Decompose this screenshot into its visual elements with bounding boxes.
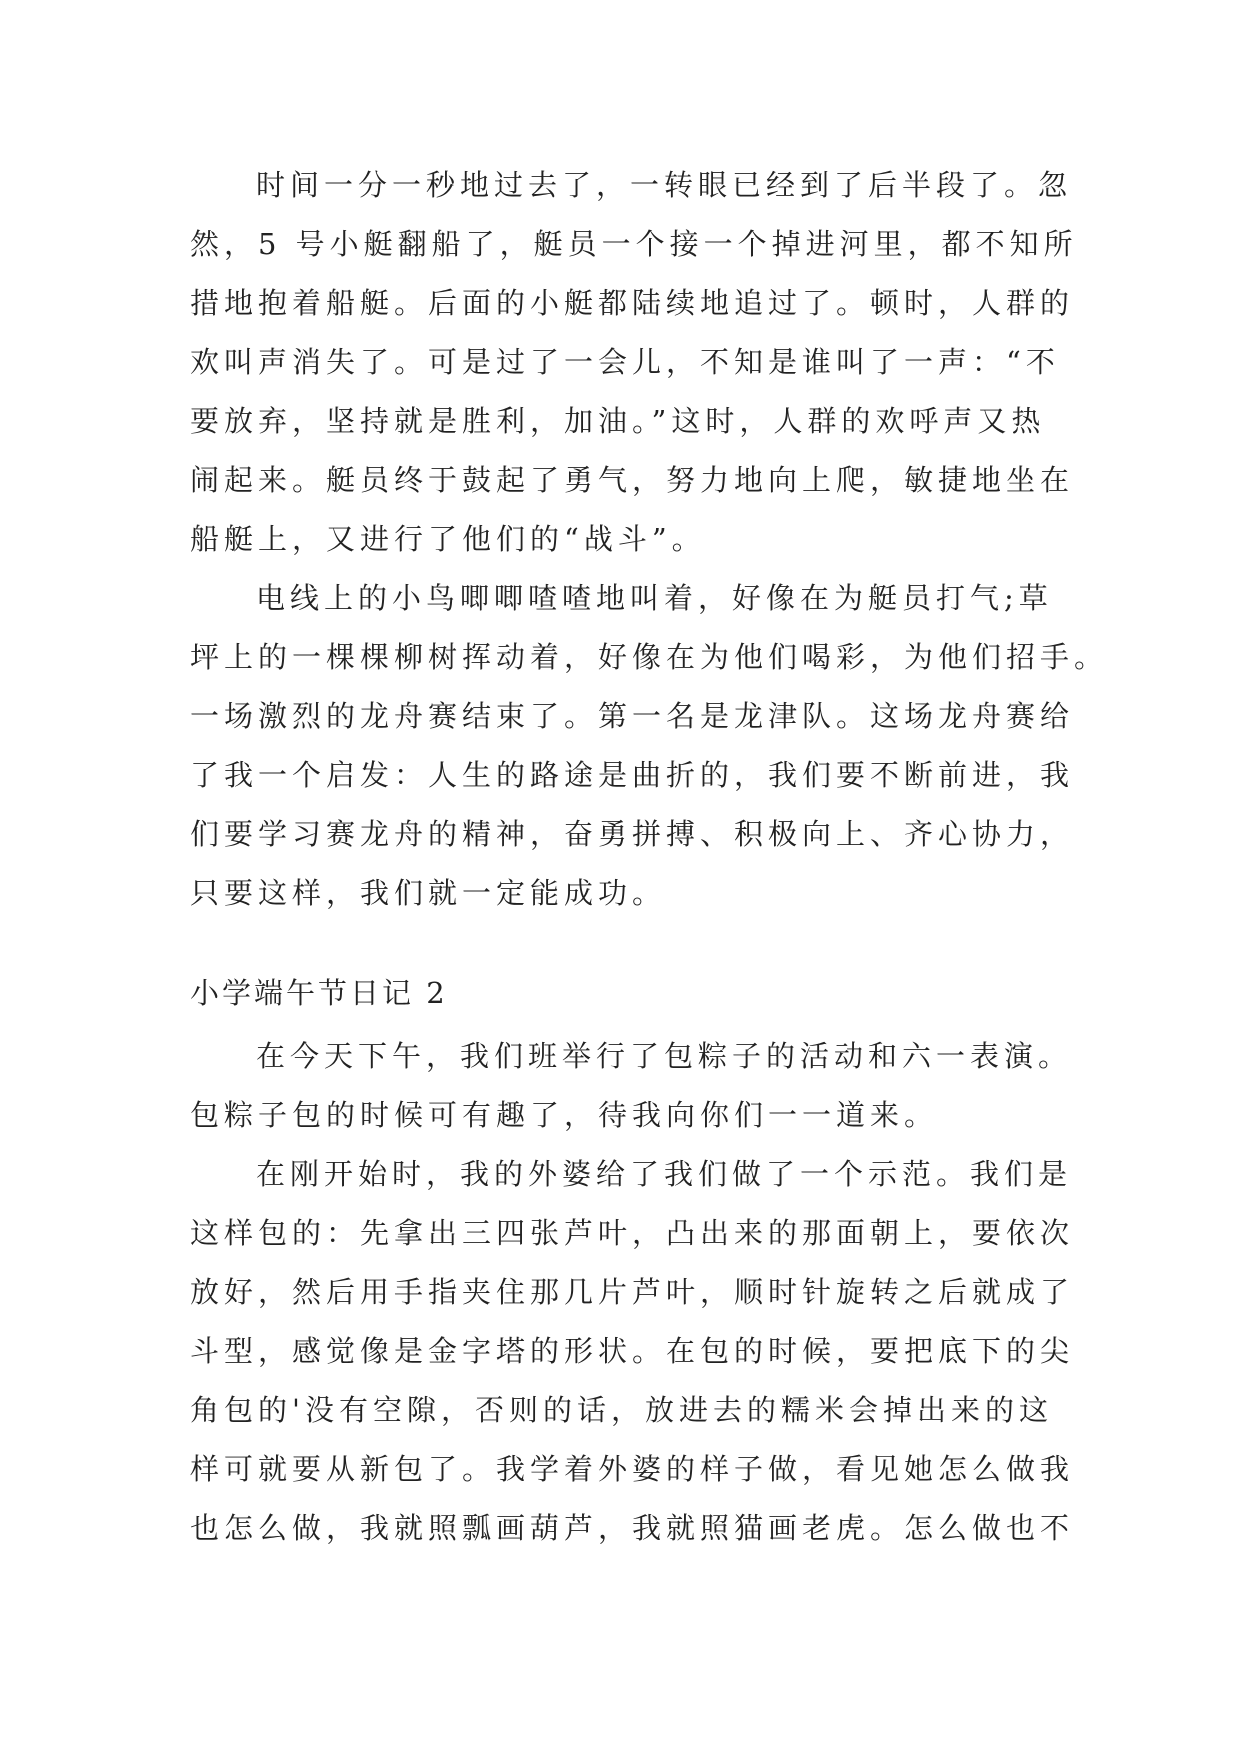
text-line: 角包的'没有空隙，否则的话，放进去的糯米会掉出来的这 — [190, 1393, 1053, 1427]
text-line: 斗型，感觉像是金字塔的形状。在包的时候，要把底下的尖 — [190, 1334, 1075, 1368]
text-line: 样可就要从新包了。我学着外婆的样子做，看见她怎么做我 — [190, 1452, 1075, 1486]
paragraph-dragon-boat-race — [190, 156, 1078, 569]
text-line: 措地抱着船艇。后面的小艇都陆续地追过了。顿时，人群的 — [190, 286, 1075, 320]
paragraph-zongzi-steps — [190, 1145, 1075, 1558]
text-line: 一场激烈的龙舟赛结束了。第一名是龙津队。这场龙舟赛给 — [190, 699, 1075, 733]
text-line: 时间一分一秒地过去了，一转眼已经到了后半段了。忽 — [256, 168, 1073, 202]
text-line: 要放弃，坚持就是胜利，加油。”这时，人群的欢呼声又热 — [190, 404, 1046, 438]
diary-title: 小学端午节日记 2 — [190, 976, 448, 1010]
text-line: 们要学习赛龙舟的精神，奋勇拼搏、积极向上、齐心协力， — [190, 817, 1075, 851]
paragraph-race-conclusion — [190, 569, 1109, 923]
text-line: 船艇上，又进行了他们的“战斗”。 — [190, 522, 706, 556]
text-line: 在今天下午，我们班举行了包粽子的活动和六一表演。 — [256, 1039, 1073, 1073]
text-line: 包粽子包的时候可有趣了，待我向你们一一道来。 — [190, 1098, 939, 1132]
text-line: 也怎么做，我就照瓢画葫芦，我就照猫画老虎。怎么做也不 — [190, 1511, 1075, 1545]
text-line: 在刚开始时，我的外婆给了我们做了一个示范。我们是 — [256, 1157, 1073, 1191]
text-line: 闹起来。艇员终于鼓起了勇气，努力地向上爬，敏捷地坐在 — [190, 463, 1075, 497]
text-line: 这样包的：先拿出三四张芦叶，凸出来的那面朝上，要依次 — [190, 1216, 1075, 1250]
section-heading — [190, 964, 1060, 1023]
text-line: 了我一个启发：人生的路途是曲折的，我们要不断前进，我 — [190, 758, 1075, 792]
text-line: 欢叫声消失了。可是过了一会儿，不知是谁叫了一声：“不 — [190, 345, 1060, 379]
paragraph-zongzi-intro — [190, 1027, 1073, 1145]
text-line: 放好，然后用手指夹住那几片芦叶，顺时针旋转之后就成了 — [190, 1275, 1075, 1309]
text-line: 电线上的小鸟唧唧喳喳地叫着，好像在为艇员打气;草 — [256, 581, 1053, 615]
text-line: 坪上的一棵棵柳树挥动着，好像在为他们喝彩，为他们招手。 — [190, 640, 1109, 674]
text-line: 只要这样，我们就一定能成功。 — [190, 876, 667, 910]
text-line: 然，5 号小艇翻船了，艇员一个接一个掉进河里，都不知所 — [190, 227, 1078, 261]
